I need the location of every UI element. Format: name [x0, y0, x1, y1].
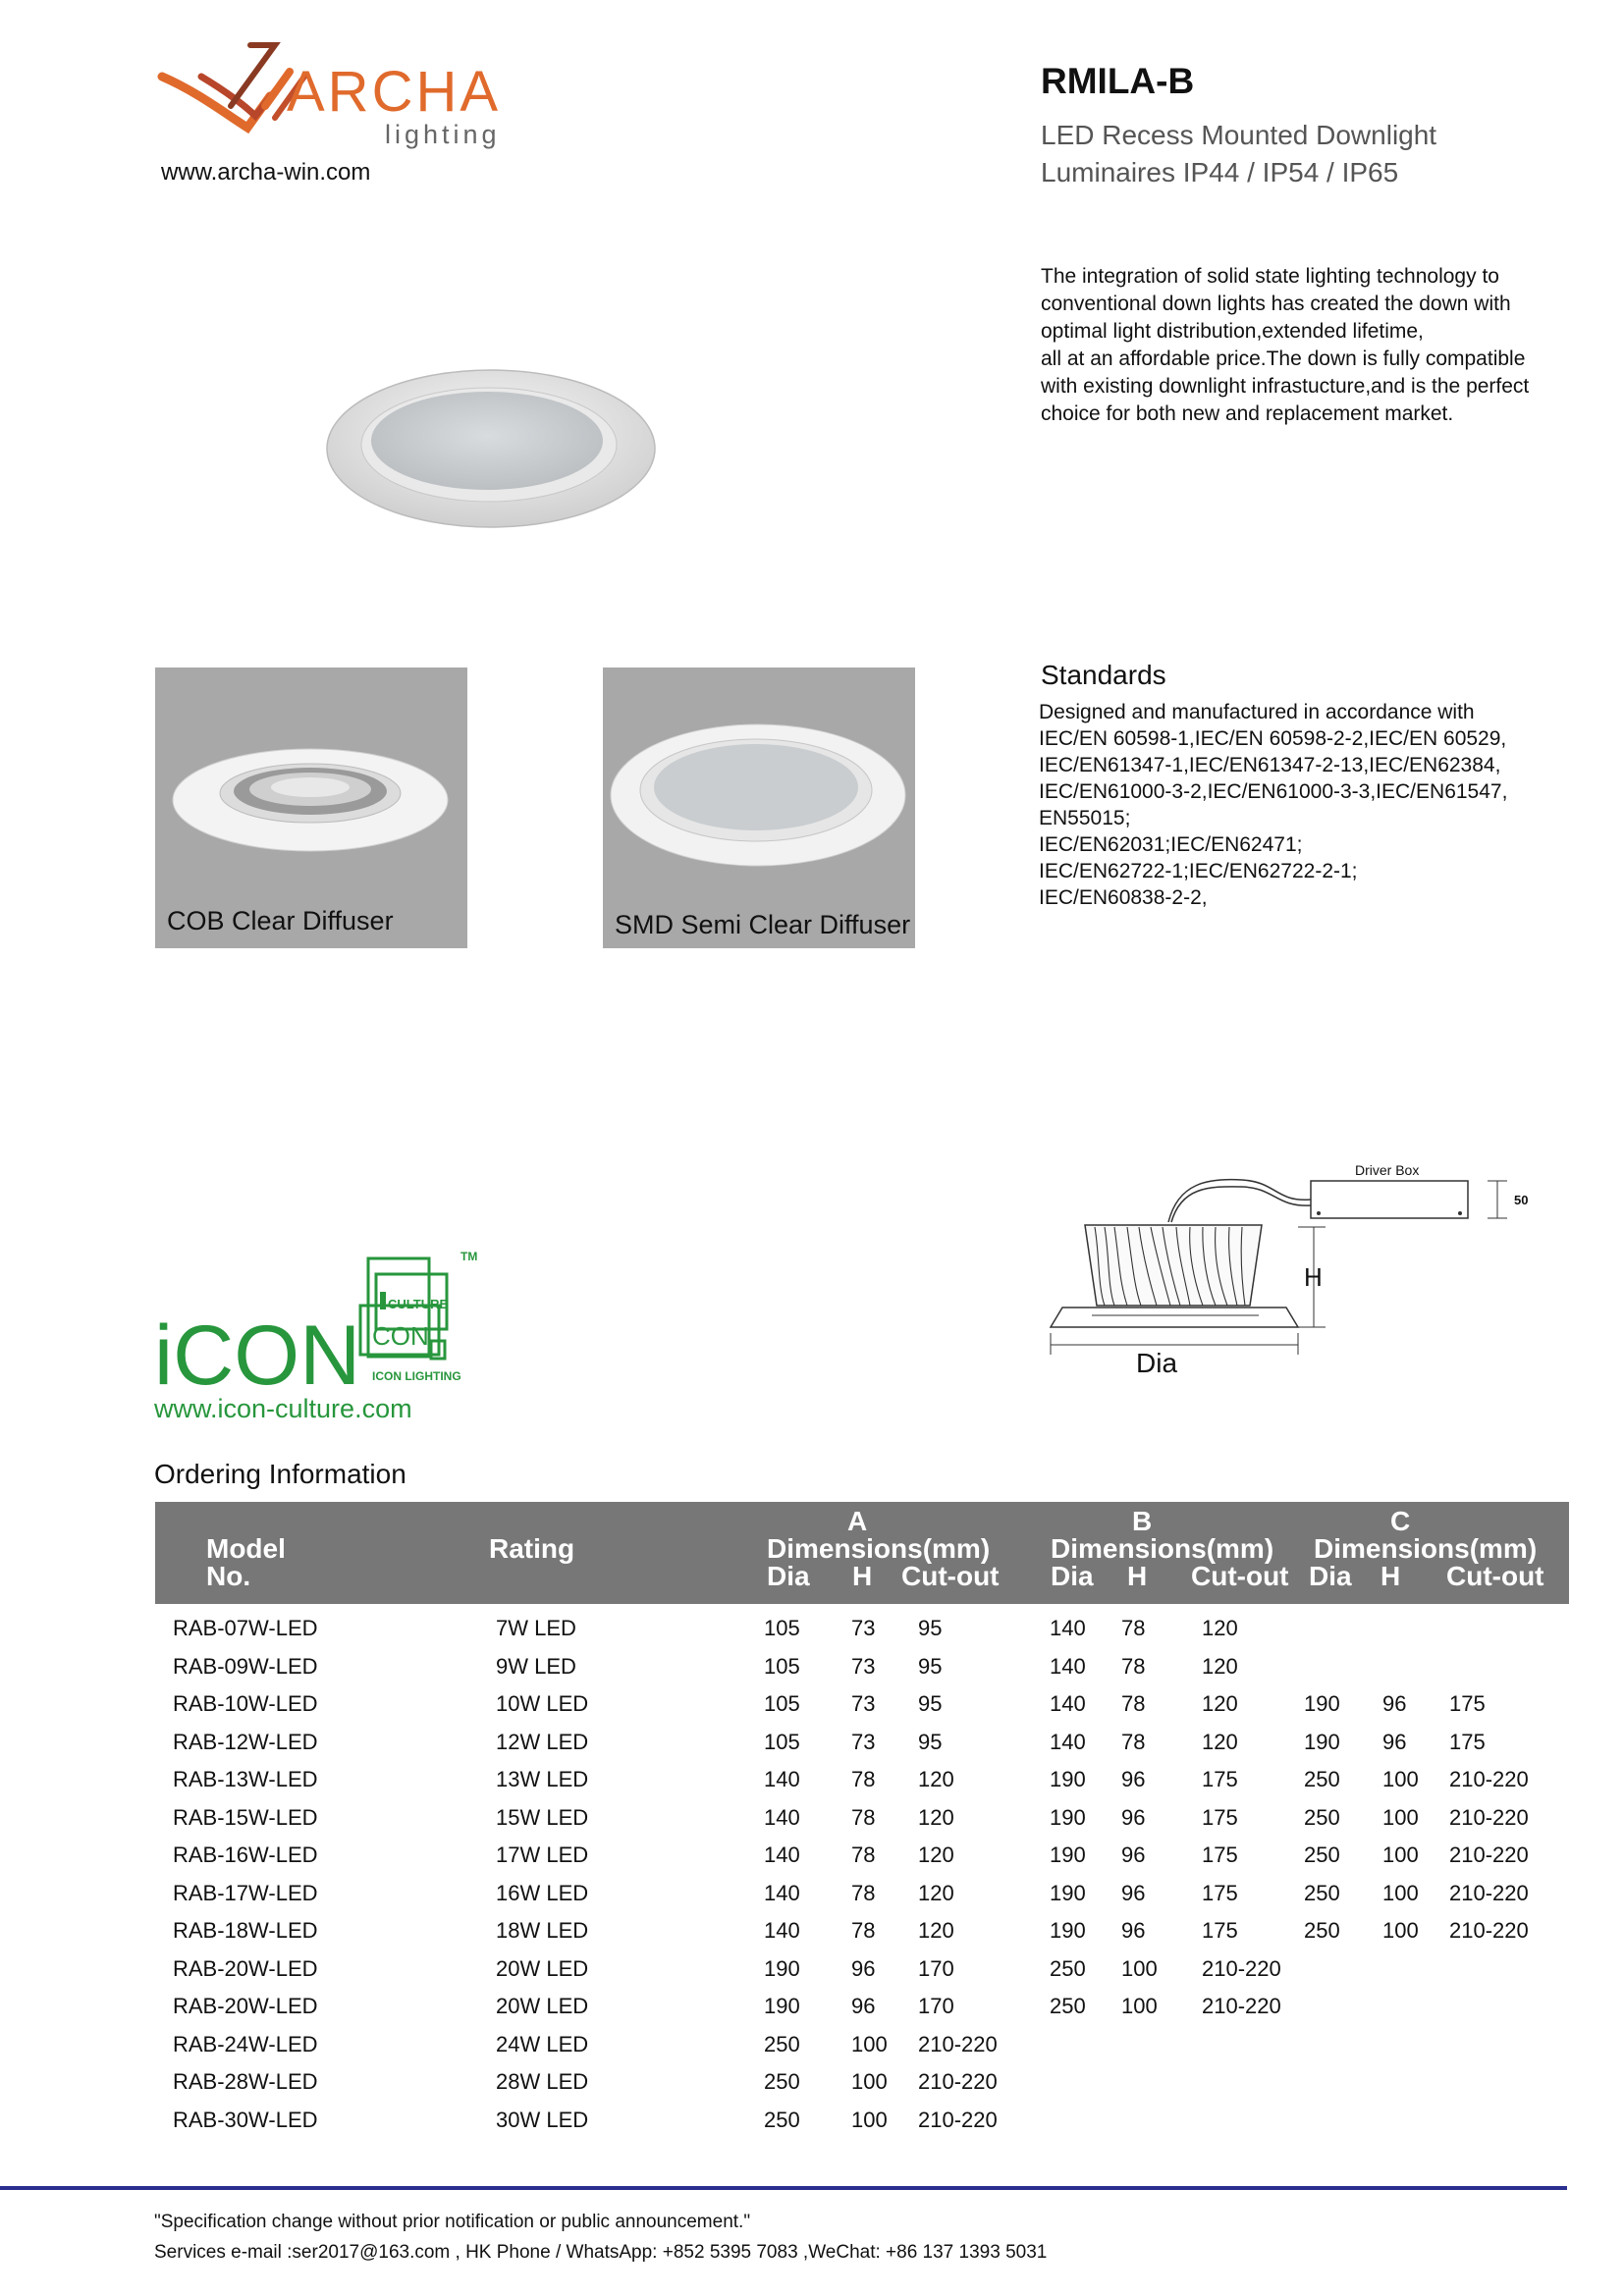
b-cutout-cell: 175: [1202, 1804, 1238, 1830]
a-cutout-cell: 95: [918, 1691, 943, 1716]
rating-cell: 7W LED: [496, 1616, 576, 1640]
a-h-cell: 78: [851, 1918, 876, 1943]
archa-swoosh-icon: [157, 37, 520, 150]
rating-cell: 24W LED: [496, 2031, 589, 2056]
col-model-no: No.: [206, 1561, 251, 1591]
b-h-cell: 96: [1121, 1842, 1146, 1867]
rating-cell: 9W LED: [496, 1653, 576, 1679]
b-cutout-cell: 175: [1202, 1880, 1238, 1905]
b-dia-cell: 190: [1050, 1804, 1086, 1830]
c-h-cell: 96: [1382, 1729, 1407, 1754]
description-line: choice for both new and replacement market.: [1041, 402, 1454, 425]
c-dia-cell: 190: [1304, 1729, 1340, 1754]
b-dia-cell: 190: [1050, 1918, 1086, 1943]
b-cutout-cell: 120: [1202, 1691, 1238, 1716]
b-h-cell: 96: [1121, 1918, 1146, 1943]
model-cell: RAB-24W-LED: [173, 2031, 318, 2056]
table-row: [155, 1799, 1569, 1838]
a-cutout-cell: 120: [918, 1918, 954, 1943]
a-cutout-cell: 95: [918, 1653, 943, 1679]
b-h-cell: 100: [1121, 1994, 1158, 2018]
a-h-cell: 100: [851, 2107, 888, 2132]
c-dia-cell: 250: [1304, 1804, 1340, 1830]
col-c-dia: Dia: [1309, 1561, 1352, 1591]
description-line: all at an affordable price.The down is fully compatible: [1041, 347, 1526, 370]
col-a-cutout: Cut-out: [901, 1561, 1000, 1591]
variant-caption: COB Clear Diffuser: [167, 906, 394, 935]
standards-line: EN55015;: [1039, 807, 1131, 829]
a-h-cell: 73: [851, 1653, 876, 1679]
table-row: [155, 2102, 1569, 2140]
a-cutout-cell: 120: [918, 1804, 954, 1830]
group-c-label: C: [1390, 1506, 1411, 1536]
variant-cob-clear: [155, 667, 467, 948]
b-cutout-cell: 120: [1202, 1729, 1238, 1754]
b-dia-cell: 190: [1050, 1767, 1086, 1791]
ordering-title: Ordering Information: [154, 1459, 406, 1489]
trademark: TM: [460, 1250, 478, 1263]
a-h-cell: 96: [851, 1994, 876, 2018]
driver-box-label: Driver Box: [1355, 1162, 1420, 1178]
b-cutout-cell: 120: [1202, 1616, 1238, 1640]
c-cutout-cell: 175: [1449, 1729, 1486, 1754]
model-cell: RAB-30W-LED: [173, 2107, 318, 2132]
c-cutout-cell: 210-220: [1449, 1918, 1529, 1943]
a-dia-cell: 140: [764, 1880, 800, 1905]
c-dia-cell: 250: [1304, 1918, 1340, 1943]
a-h-cell: 78: [851, 1842, 876, 1867]
a-dia-cell: 140: [764, 1767, 800, 1791]
a-dia-cell: 140: [764, 1804, 800, 1830]
a-cutout-cell: 210-220: [918, 2107, 998, 2132]
rating-cell: 12W LED: [496, 1729, 589, 1754]
b-h-cell: 78: [1121, 1729, 1146, 1754]
c-cutout-cell: 210-220: [1449, 1767, 1529, 1791]
variant-smd-semi-clear: [603, 667, 915, 948]
table-row: [155, 1912, 1569, 1950]
b-h-cell: 78: [1121, 1691, 1146, 1716]
model-cell: RAB-16W-LED: [173, 1842, 318, 1867]
a-dia-cell: 140: [764, 1842, 800, 1867]
table-row: [155, 1950, 1569, 1989]
a-dia-cell: 105: [764, 1653, 800, 1679]
a-h-cell: 73: [851, 1691, 876, 1716]
a-cutout-cell: 95: [918, 1616, 943, 1640]
icon-badge-bottom: ICON LIGHTING: [372, 1369, 461, 1383]
driver-box-height: 50: [1514, 1193, 1529, 1207]
c-h-cell: 96: [1382, 1691, 1407, 1716]
table-row: [155, 1648, 1569, 1686]
model-cell: RAB-13W-LED: [173, 1767, 318, 1791]
a-cutout-cell: 210-220: [918, 2031, 998, 2056]
rating-cell: 15W LED: [496, 1804, 589, 1830]
footer-notice: "Specification change without prior notification or public announcement.": [154, 2212, 751, 2232]
model-cell: RAB-07W-LED: [173, 1616, 318, 1640]
standards-line: Designed and manufactured in accordance with: [1039, 701, 1475, 723]
b-dia-cell: 250: [1050, 1994, 1086, 2018]
ordering-table-body: [155, 1610, 1569, 2139]
model-cell: RAB-20W-LED: [173, 1994, 318, 2018]
model-cell: RAB-17W-LED: [173, 1880, 318, 1905]
c-dia-cell: 190: [1304, 1691, 1340, 1716]
rating-cell: 20W LED: [496, 1955, 589, 1981]
col-c-h: H: [1380, 1561, 1401, 1591]
c-dia-cell: 250: [1304, 1880, 1340, 1905]
b-h-cell: 96: [1121, 1880, 1146, 1905]
c-h-cell: 100: [1382, 1918, 1419, 1943]
b-dia-cell: 190: [1050, 1842, 1086, 1867]
description-line: with existing downlight infrastucture,and is the perfect: [1041, 375, 1530, 398]
dimension-diagram: [1041, 1158, 1571, 1394]
description-line: conventional down lights has created the down with: [1041, 293, 1511, 315]
brand-name: ARCHA: [287, 60, 502, 124]
c-h-cell: 100: [1382, 1767, 1419, 1791]
group-a-label: A: [847, 1506, 868, 1536]
a-dia-cell: 140: [764, 1918, 800, 1943]
model-cell: RAB-12W-LED: [173, 1729, 318, 1754]
col-b-h: H: [1127, 1561, 1148, 1591]
b-cutout-cell: 210-220: [1202, 1994, 1281, 2018]
col-c-cutout: Cut-out: [1446, 1561, 1544, 1591]
c-cutout-cell: 210-220: [1449, 1804, 1529, 1830]
model-cell: RAB-10W-LED: [173, 1691, 318, 1716]
footer-contact: Services e-mail :ser2017@163.com , HK Phone / WhatsApp: +852 5395 7083 ,WeChat: +86 137 1393 5031: [154, 2242, 1048, 2263]
standards-line: IEC/EN62031;IEC/EN62471;: [1039, 833, 1303, 856]
b-cutout-cell: 175: [1202, 1918, 1238, 1943]
product-subtitle-2: Luminaires IP44 / IP54 / IP65: [1041, 157, 1399, 187]
a-cutout-cell: 120: [918, 1767, 954, 1791]
b-cutout-cell: 210-220: [1202, 1955, 1281, 1981]
a-dia-cell: 190: [764, 1955, 800, 1981]
col-rating: Rating: [489, 1533, 575, 1564]
b-cutout-cell: 120: [1202, 1653, 1238, 1679]
col-b-cutout: Cut-out: [1191, 1561, 1289, 1591]
col-a-h: H: [852, 1561, 873, 1591]
table-row: [155, 1610, 1569, 1648]
b-h-cell: 100: [1121, 1955, 1158, 1981]
table-row: [155, 1837, 1569, 1875]
c-dia-cell: 250: [1304, 1767, 1340, 1791]
a-h-cell: 96: [851, 1955, 876, 1981]
group-b-label: B: [1132, 1506, 1153, 1536]
rating-cell: 10W LED: [496, 1691, 589, 1716]
model-cell: RAB-15W-LED: [173, 1804, 318, 1830]
rating-cell: 20W LED: [496, 1994, 589, 2018]
b-dia-cell: 140: [1050, 1653, 1086, 1679]
table-row: [155, 1875, 1569, 1913]
brand-tagline: lighting: [385, 120, 501, 149]
col-model: Model: [206, 1533, 286, 1564]
a-dia-cell: 190: [764, 1994, 800, 2018]
a-dia-cell: 105: [764, 1616, 800, 1640]
table-row: [155, 1988, 1569, 2026]
standards-line: IEC/EN62722-1;IEC/EN62722-2-1;: [1039, 860, 1358, 882]
a-cutout-cell: 120: [918, 1880, 954, 1905]
a-dia-cell: 250: [764, 2069, 800, 2094]
b-dia-cell: 140: [1050, 1616, 1086, 1640]
icon-website[interactable]: www.icon-culture.com: [154, 1394, 412, 1423]
description-line: optimal light distribution,extended lifetime,: [1041, 320, 1424, 343]
c-cutout-cell: 175: [1449, 1691, 1486, 1716]
model-cell: RAB-20W-LED: [173, 1955, 318, 1981]
model-cell: RAB-09W-LED: [173, 1653, 318, 1679]
product-hero-image: [324, 368, 658, 530]
product-model: RMILA-B: [1041, 61, 1195, 101]
dia-label: Dia: [1136, 1348, 1178, 1378]
description-line: The integration of solid state lighting technology to: [1041, 265, 1499, 288]
standards-title: Standards: [1041, 660, 1166, 690]
driver-box: [1311, 1181, 1468, 1218]
a-h-cell: 100: [851, 2069, 888, 2094]
a-cutout-cell: 210-220: [918, 2069, 998, 2094]
b-h-cell: 96: [1121, 1804, 1146, 1830]
b-h-cell: 78: [1121, 1653, 1146, 1679]
group-a-dimensions: Dimensions(mm): [767, 1533, 991, 1564]
c-cutout-cell: 210-220: [1449, 1842, 1529, 1867]
table-row: [155, 1761, 1569, 1799]
rating-cell: 28W LED: [496, 2069, 589, 2094]
footer-rule: [0, 2186, 1567, 2190]
ordering-table-header: [155, 1502, 1569, 1604]
a-h-cell: 78: [851, 1804, 876, 1830]
rating-cell: 30W LED: [496, 2107, 589, 2132]
archa-logo: [157, 37, 520, 150]
model-cell: RAB-18W-LED: [173, 1918, 318, 1943]
c-h-cell: 100: [1382, 1804, 1419, 1830]
table-row: [155, 2026, 1569, 2064]
standards-line: IEC/EN61000-3-2,IEC/EN61000-3-3,IEC/EN61547,: [1039, 780, 1508, 803]
a-h-cell: 73: [851, 1616, 876, 1640]
product-subtitle-1: LED Recess Mounted Downlight: [1041, 120, 1437, 150]
a-h-cell: 73: [851, 1729, 876, 1754]
a-h-cell: 78: [851, 1767, 876, 1791]
product-description: [1041, 263, 1591, 428]
c-dia-cell: 250: [1304, 1842, 1340, 1867]
a-h-cell: 100: [851, 2031, 888, 2056]
rating-cell: 16W LED: [496, 1880, 589, 1905]
group-c-dimensions: Dimensions(mm): [1314, 1533, 1538, 1564]
icon-culture-logo: [154, 1247, 488, 1394]
b-dia-cell: 140: [1050, 1729, 1086, 1754]
standards-line: IEC/EN61347-1,IEC/EN61347-2-13,IEC/EN62384,: [1039, 754, 1501, 776]
a-cutout-cell: 170: [918, 1955, 954, 1981]
col-a-dia: Dia: [767, 1561, 810, 1591]
b-h-cell: 96: [1121, 1767, 1146, 1791]
standards-list: [1039, 699, 1618, 911]
a-dia-cell: 250: [764, 2107, 800, 2132]
icon-badge-mid: CON: [372, 1321, 429, 1351]
a-cutout-cell: 95: [918, 1729, 943, 1754]
rating-cell: 13W LED: [496, 1767, 589, 1791]
a-dia-cell: 250: [764, 2031, 800, 2056]
b-dia-cell: 140: [1050, 1691, 1086, 1716]
table-row: [155, 1685, 1569, 1724]
model-cell: RAB-28W-LED: [173, 2069, 318, 2094]
a-cutout-cell: 120: [918, 1842, 954, 1867]
standards-line: IEC/EN60838-2-2,: [1039, 886, 1208, 909]
a-cutout-cell: 170: [918, 1994, 954, 2018]
table-row: [155, 2063, 1569, 2102]
c-cutout-cell: 210-220: [1449, 1880, 1529, 1905]
c-h-cell: 100: [1382, 1880, 1419, 1905]
b-cutout-cell: 175: [1202, 1842, 1238, 1867]
b-dia-cell: 250: [1050, 1955, 1086, 1981]
a-h-cell: 78: [851, 1880, 876, 1905]
group-b-dimensions: Dimensions(mm): [1051, 1533, 1274, 1564]
rating-cell: 18W LED: [496, 1918, 589, 1943]
height-label: H: [1304, 1262, 1323, 1292]
icon-brand-name: iCON: [154, 1308, 361, 1394]
b-cutout-cell: 175: [1202, 1767, 1238, 1791]
brand-website[interactable]: www.archa-win.com: [161, 159, 371, 186]
b-h-cell: 78: [1121, 1616, 1146, 1640]
rating-cell: 17W LED: [496, 1842, 589, 1867]
a-dia-cell: 105: [764, 1729, 800, 1754]
standards-line: IEC/EN 60598-1,IEC/EN 60598-2-2,IEC/EN 60529,: [1039, 727, 1507, 750]
icon-badge-top: CULTURE: [388, 1297, 449, 1311]
variant-caption: SMD Semi Clear Diffuser: [615, 910, 911, 939]
table-row: [155, 1724, 1569, 1762]
a-dia-cell: 105: [764, 1691, 800, 1716]
col-b-dia: Dia: [1051, 1561, 1094, 1591]
c-h-cell: 100: [1382, 1842, 1419, 1867]
b-dia-cell: 190: [1050, 1880, 1086, 1905]
